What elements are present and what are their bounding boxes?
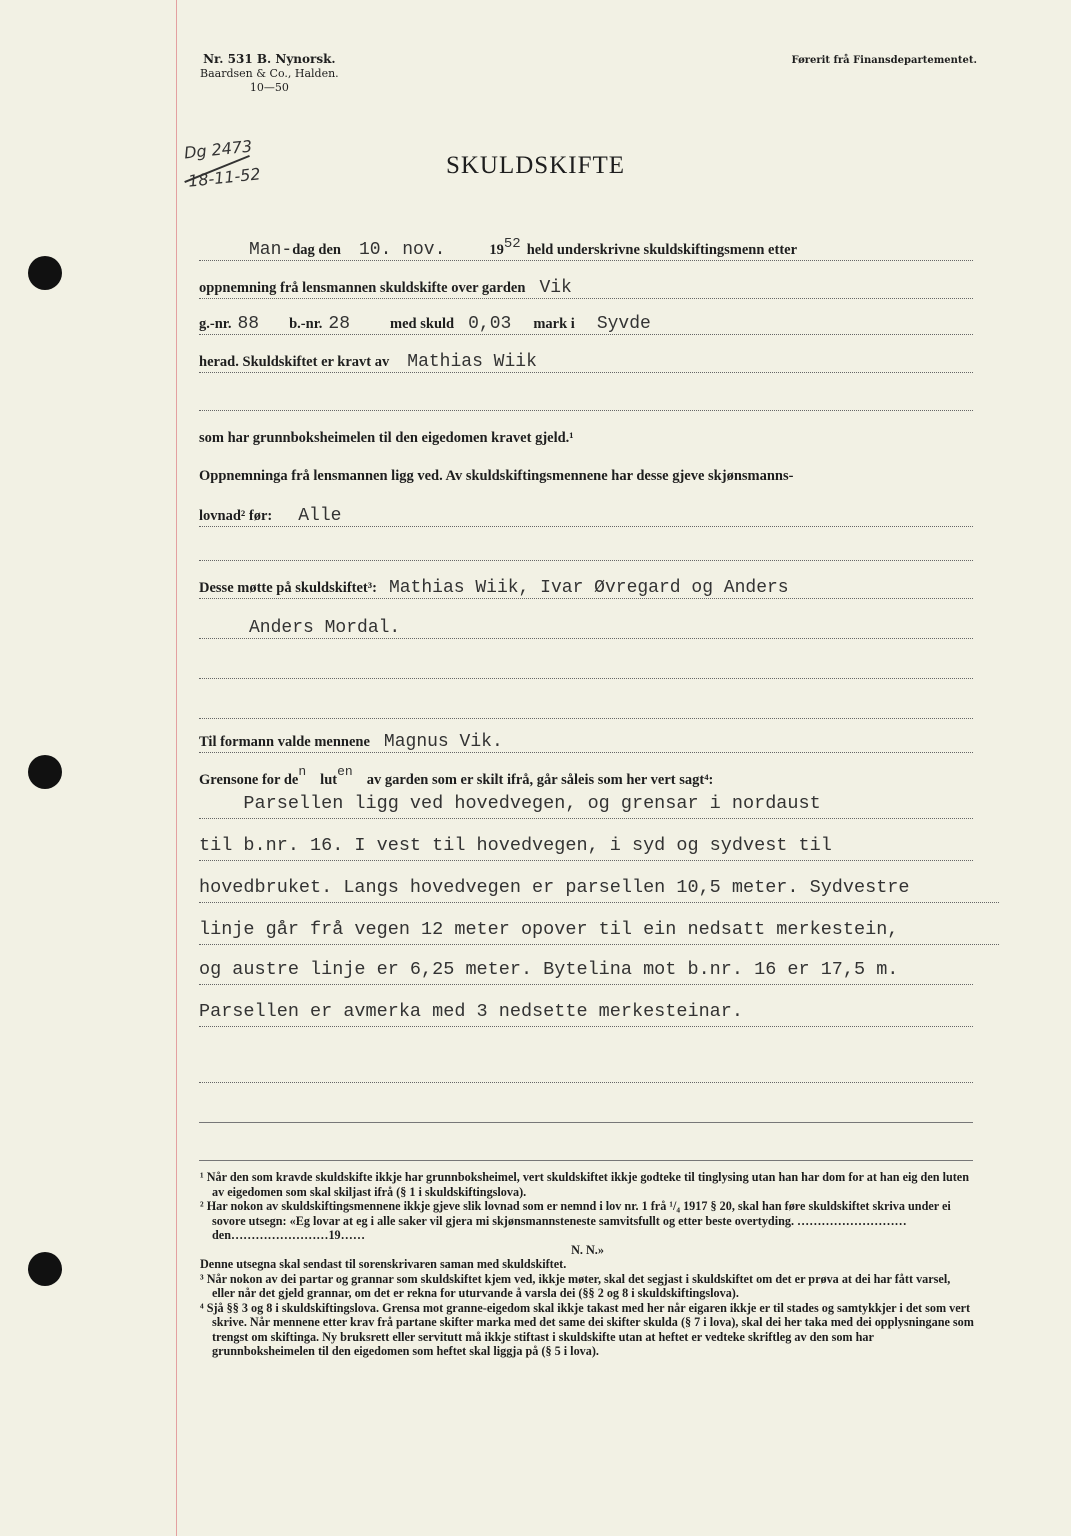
typed-requester: Mathias Wiik <box>407 352 537 372</box>
label: av garden som er skilt ifrå, går såleis som her vert sagt⁴: <box>366 772 714 788</box>
typed-chairman: Magnus Vik. <box>383 732 503 752</box>
form-header <box>200 52 339 95</box>
description-line: og austre linje er 6,25 meter. Bytelina mot b.nr. 16 er 17,5 m. <box>199 958 973 985</box>
label: lut <box>320 772 338 788</box>
form-line-requester <box>199 348 973 373</box>
label: Til formann valde mennene <box>199 734 370 750</box>
label: 19 <box>489 242 504 258</box>
description-line: Parsellen er avmerka med 3 nedsette merkesteinar. <box>199 1000 973 1027</box>
typed-oath: Alle <box>298 506 342 526</box>
blank-line <box>199 654 973 679</box>
footnote-3: ³ Når nokon av dei partar og grannar som skuldskiftet kjem ved, ikkje møter, skal det segjast i skuldskiftet om det er prøva at dei har fått varsel, eller når det gjeld grannar, om det er rekna for uturvande å varsla dei (§§ 2 og 8 i skuldskiftingslova). <box>200 1271 951 1300</box>
typed-day: Man- <box>249 240 293 260</box>
blank-line <box>199 694 973 719</box>
form-line-attendees <box>199 574 973 599</box>
form-line-appointment <box>199 462 973 486</box>
label: Oppnemninga frå lensmannen ligg ved. Av skuldskiftingsmennene har desse gjeve skjønsmanns- <box>199 468 794 484</box>
typed-skuld: 0,03 <box>468 314 512 334</box>
page-title: SKULDSKIFTE <box>445 152 626 179</box>
label: mark i <box>533 316 575 332</box>
label: lovnad² før: <box>199 508 273 524</box>
typed-herad: Syvde <box>596 314 651 334</box>
description-line: linje går frå vegen 12 meter opover til ein nedsatt merkestein, <box>199 918 999 945</box>
label: b.-nr. <box>289 316 323 332</box>
footnote-2: ² Har nokon av skuldskiftingsmennene ikkje gjeve slik lovnad som er nemnd i lov nr. 1 frå ¹/₄ 1917 § 20, skal han føre skuldskiftet skriva under ei sovore utsegn: «Eg lovar at eg i alle saker vil gjera mi skjønsmannsteneste samvitsfullt og etter beste overtyding. ………………………den……………………19…… <box>200 1199 951 1242</box>
form-line-date <box>199 236 973 261</box>
label: herad. Skuldskiftet er kravt av <box>199 354 390 370</box>
label: oppnemning frå lensmannen skuldskifte over garden <box>199 280 526 296</box>
footnote-1: ¹ Når den som kravde skuldskifte ikkje har grunnboksheimel, vert skuldskiftet ikkje godteke til tinglysing utan han har dom for at han eig den luten av eigedomen som skal skiljast ifrå (§ 1 i skuldskiftingslova). <box>200 1170 969 1199</box>
typed-bnr: 28 <box>328 314 351 334</box>
printer: Baardsen & Co., Halden. <box>200 67 339 80</box>
form-line-numbers <box>199 310 973 335</box>
blank-line <box>199 1098 973 1123</box>
typed-farm: Vik <box>539 278 572 298</box>
form-line-farm <box>199 274 973 299</box>
punch-hole <box>28 755 62 789</box>
footnote-4: ⁴ Sjå §§ 3 og 8 i skuldskiftingslova. Grensa mot granne-eigedom skal ikkje takast med her når eigaren ikkje er til stades og samtykkjer i det som vert skrive. Når mennene etter krav frå partane skifter marka med det same dei skifter skulda (§ 7 i lova), skal dei her taka med dei opplysningane som trengst om skiftinga. Ny bruksrett eller servitutt må ikkje stiftast i skuldskifte utan at heftet er vedteke skriftleg av den som har grunnboksheimelen til den eigedomen som heftet skal liggja på (§ 5 i lova). <box>200 1300 974 1358</box>
approval-note: Førerit frå Finansdepartementet. <box>791 55 977 66</box>
label: Grensone for de <box>199 772 299 788</box>
punch-hole <box>28 256 62 290</box>
handwritten-date: 18-11-52 <box>187 164 262 191</box>
blank-line <box>199 386 973 411</box>
typed-gnr: 88 <box>237 314 260 334</box>
form-line-chairman <box>199 728 973 753</box>
label: som har grunnboksheimelen til den eigedomen kravet gjeld.¹ <box>199 430 574 446</box>
description-line: til b.nr. 16. I vest til hovedvegen, i syd og sydvest til <box>199 834 973 861</box>
edition: 10—50 <box>249 81 289 94</box>
typed-date: 10. nov. <box>358 240 446 260</box>
handwritten-ref: Dg 2473 <box>183 136 254 163</box>
description-line: Parsellen ligg ved hovedvegen, og grensar i nordaust <box>199 792 973 819</box>
typed-suffix: en <box>337 764 353 779</box>
form-line-oath <box>199 502 973 527</box>
typed-year: 52 <box>503 236 521 252</box>
footnotes <box>200 1170 975 1359</box>
form-line-title-holder <box>199 424 973 448</box>
footnote-2-sign: N. N.» <box>571 1242 604 1257</box>
punch-hole <box>28 1252 62 1286</box>
margin-line <box>176 0 177 1536</box>
label: dag den <box>292 242 341 258</box>
label: med skuld <box>390 316 455 332</box>
blank-line <box>199 1058 973 1083</box>
form-number: Nr. 531 B. Nynorsk. <box>203 52 336 66</box>
footnote-rule <box>199 1160 973 1161</box>
label: Desse møtte på skuldskiftet³: <box>199 580 377 596</box>
form-line-attendees-cont <box>199 614 973 639</box>
typed-attendees: Mathias Wiik, Ivar Øvregard og Anders <box>388 578 789 598</box>
typed-attendees-cont: Anders Mordal. <box>249 618 401 638</box>
typed-suffix: n <box>298 764 307 779</box>
form-line-boundary <box>199 766 973 790</box>
label: held underskrivne skuldskiftingsmenn etter <box>526 242 798 258</box>
blank-line <box>199 536 973 561</box>
description-line: hovedbruket. Langs hovedvegen er parsellen 10,5 meter. Sydvestre <box>199 876 999 903</box>
label: g.-nr. <box>199 316 232 332</box>
footnote-2-note: Denne utsegna skal sendast til sorenskrivaren saman med skuldskiftet. <box>200 1257 567 1271</box>
